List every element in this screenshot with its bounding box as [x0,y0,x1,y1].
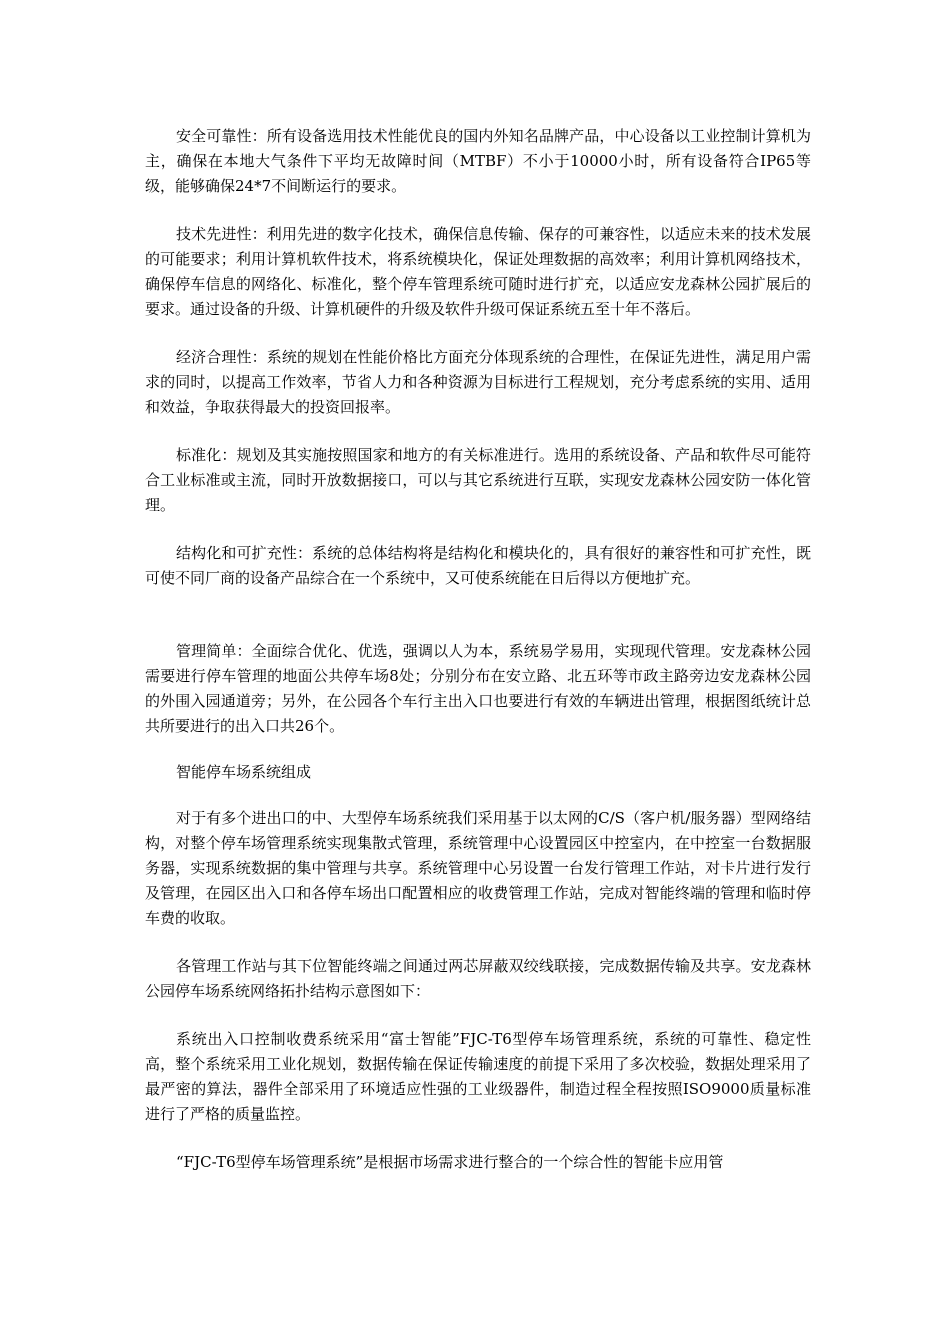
document-body [145,124,811,1175]
paragraph-standardization: 标准化：规划及其实施按照国家和地方的有关标准进行。选用的系统设备、产品和软件尽可能符合工业标准或主流，同时开放数据接口，可以与其它系统进行互联，实现安龙森林公园安防一体化管理。 [145,446,811,514]
section-heading-system-composition: 智能停车场系统组成 [176,763,312,781]
paragraph-workstation-connection: 各管理工作站与其下位智能终端之间通过两芯屏蔽双绞线联接，完成数据传输及共享。安龙森林公园停车场系统网络拓扑结构示意图如下： [145,957,811,1000]
paragraph-network-structure: 对于有多个进出口的中、大型停车场系统我们采用基于以太网的C/S（客户机/服务器）型网络结构，对整个停车场管理系统实现集散式管理，系统管理中心设置园区中控室内，在中控室一台数据服务器，实现系统数据的集中管理与共享。系统管理中心另设置一台发行管理工作站，对卡片进行发行及管理，在园区出入口和各停车场出口配置相应的收费管理工作站，完成对智能终端的管理和临时停车费的收取。 [145,809,811,927]
paragraph-technical-advancement: 技术先进性：利用先进的数字化技术，确保信息传输、保存的可兼容性，以适应未来的技术发展的可能要求；利用计算机软件技术，将系统模块化，保证处理数据的高效率；利用计算机网络技术，确保停车信息的网络化、标准化，整个停车管理系统可随时进行扩充，以适应安龙森林公园扩展后的要求。通过设备的升级、计算机硬件的升级及软件升级可保证系统五至十年不落后。 [145,225,811,318]
paragraph-simple-management: 管理简单：全面综合优化、优选，强调以人为本，系统易学易用，实现现代管理。安龙森林公园需要进行停车管理的地面公共停车场8处；分别分布在安立路、北五环等市政主路旁边安龙森林公园的外围入园通道旁；另外，在公园各个车行主出入口也要进行有效的车辆进出管理，根据图纸统计总共所要进行的出入口共26个。 [145,642,811,735]
paragraph-economic-rationality: 经济合理性：系统的规划在性能价格比方面充分体现系统的合理性，在保证先进性，满足用户需求的同时，以提高工作效率，节省人力和各种资源为目标进行工程规划，充分考虑系统的实用、适用和效益，争取获得最大的投资回报率。 [145,348,811,416]
paragraph-fjc-t6-system: 系统出入口控制收费系统采用“富士智能”FJC-T6型停车场管理系统，系统的可靠性、稳定性高，整个系统采用工业化规划，数据传输在保证传输速度的前提下采用了多次校验，数据处理采用了最严密的算法，器件全部采用了环境适应性强的工业级器件，制造过程全程按照ISO9000质量标准进行了严格的质量监控。 [145,1030,811,1123]
paragraph-safety-reliability: 安全可靠性：所有设备选用技术性能优良的国内外知名品牌产品，中心设备以工业控制计算机为主，确保在本地大气条件下平均无故障时间（MTBF）不小于10000小时，所有设备符合IP65等级，能够确保24*7不间断运行的要求。 [145,127,811,195]
paragraph-fjc-t6-intro: “FJC-T6型停车场管理系统”是根据市场需求进行整合的一个综合性的智能卡应用管 [176,1153,724,1171]
paragraph-structure-expandability: 结构化和可扩充性：系统的总体结构将是结构化和模块化的，具有很好的兼容性和可扩充性，既可使不同厂商的设备产品综合在一个系统中，又可使系统能在日后得以方便地扩充。 [145,544,811,587]
